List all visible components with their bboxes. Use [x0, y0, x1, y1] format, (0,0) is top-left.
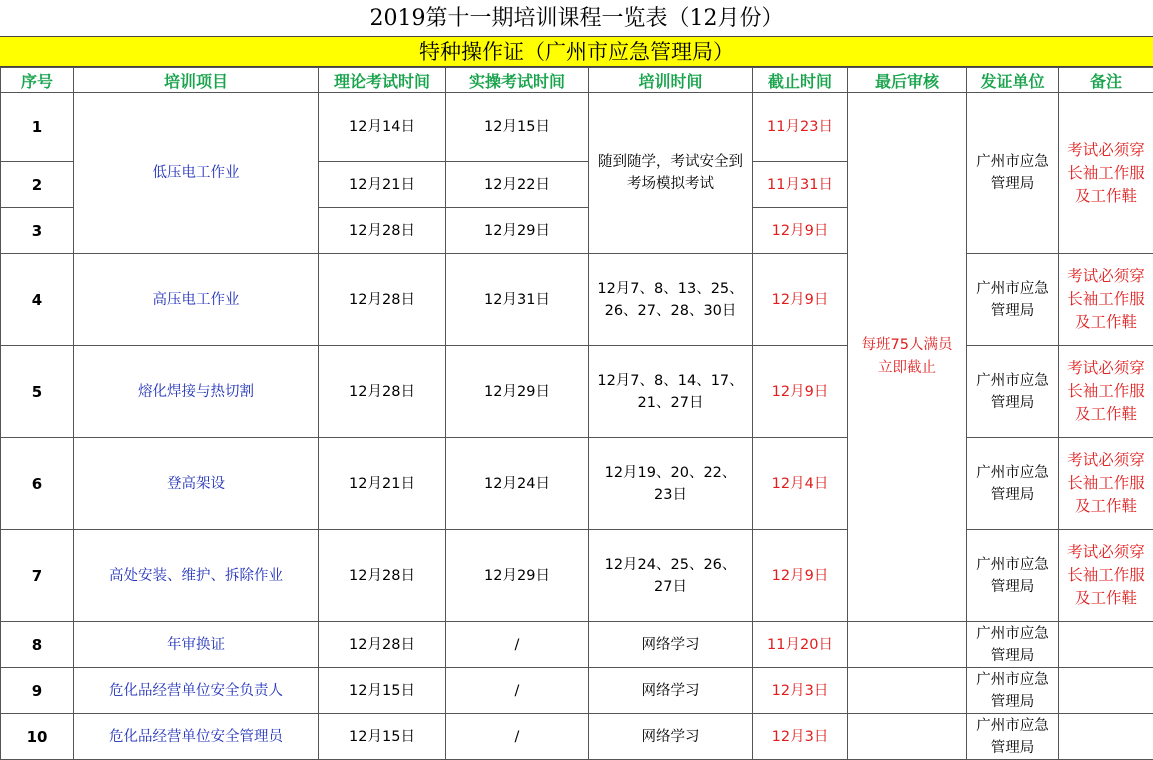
col-header-project: 培训项目 — [74, 68, 319, 93]
row-number: 8 — [1, 622, 74, 668]
final-review-empty — [848, 714, 967, 760]
table-row — [1, 346, 1153, 438]
training-time: 12月7、8、13、25、26、27、28、30日 — [589, 254, 753, 346]
deadline-date: 11月31日 — [753, 162, 848, 208]
col-header-review: 最后审核 — [848, 68, 967, 93]
practical-date: 12月29日 — [446, 530, 589, 622]
training-time: 12月7、8、14、17、21、27日 — [589, 346, 753, 438]
deadline-date: 11月23日 — [753, 93, 848, 162]
note: 考试必须穿长袖工作服及工作鞋 — [1059, 346, 1153, 438]
practical-date: / — [446, 622, 589, 668]
section-banner: 特种操作证（广州市应急管理局） — [0, 37, 1153, 67]
practical-date: / — [446, 668, 589, 714]
page-title: 2019第十一期培训课程一览表（12月份） — [0, 0, 1153, 37]
col-header-practical: 实操考试时间 — [446, 68, 589, 93]
row-number: 5 — [1, 346, 74, 438]
note: 考试必须穿长袖工作服及工作鞋 — [1059, 93, 1153, 254]
table-row — [1, 254, 1153, 346]
theory-date: 12月28日 — [319, 254, 446, 346]
theory-date: 12月28日 — [319, 346, 446, 438]
col-header-deadline: 截止时间 — [753, 68, 848, 93]
deadline-date: 12月9日 — [753, 530, 848, 622]
theory-date: 12月28日 — [319, 208, 446, 254]
table-row — [1, 530, 1153, 622]
note-empty — [1059, 622, 1153, 668]
note: 考试必须穿长袖工作服及工作鞋 — [1059, 254, 1153, 346]
note: 考试必须穿长袖工作服及工作鞋 — [1059, 438, 1153, 530]
practical-date: 12月22日 — [446, 162, 589, 208]
table-row — [1, 714, 1153, 760]
table-row — [1, 668, 1153, 714]
training-time: 12月24、25、26、27日 — [589, 530, 753, 622]
theory-date: 12月21日 — [319, 438, 446, 530]
project-name: 登高架设 — [74, 438, 319, 530]
course-table — [0, 67, 1153, 760]
theory-date: 12月15日 — [319, 668, 446, 714]
project-name: 低压电工作业 — [74, 93, 319, 254]
row-number: 3 — [1, 208, 74, 254]
table-row — [1, 622, 1153, 668]
row-number: 9 — [1, 668, 74, 714]
row-number: 4 — [1, 254, 74, 346]
issuer: 广州市应急管理局 — [967, 668, 1059, 714]
row-number: 6 — [1, 438, 74, 530]
training-time: 网络学习 — [589, 714, 753, 760]
col-header-issuer: 发证单位 — [967, 68, 1059, 93]
col-header-no: 序号 — [1, 68, 74, 93]
final-review-empty — [848, 668, 967, 714]
project-name: 高处安装、维护、拆除作业 — [74, 530, 319, 622]
issuer: 广州市应急管理局 — [967, 438, 1059, 530]
issuer: 广州市应急管理局 — [967, 530, 1059, 622]
col-header-note: 备注 — [1059, 68, 1153, 93]
training-time: 网络学习 — [589, 622, 753, 668]
row-number: 2 — [1, 162, 74, 208]
row-number: 1 — [1, 93, 74, 162]
theory-date: 12月15日 — [319, 714, 446, 760]
theory-date: 12月28日 — [319, 622, 446, 668]
table-header-row — [1, 68, 1153, 93]
issuer: 广州市应急管理局 — [967, 346, 1059, 438]
deadline-date: 12月3日 — [753, 714, 848, 760]
final-review: 每班75人满员立即截止 — [848, 93, 967, 622]
project-name: 年审换证 — [74, 622, 319, 668]
practical-date: / — [446, 714, 589, 760]
table-row — [1, 93, 1153, 162]
theory-date: 12月21日 — [319, 162, 446, 208]
final-review-empty — [848, 622, 967, 668]
practical-date: 12月24日 — [446, 438, 589, 530]
practical-date: 12月15日 — [446, 93, 589, 162]
deadline-date: 11月20日 — [753, 622, 848, 668]
issuer: 广州市应急管理局 — [967, 93, 1059, 254]
deadline-date: 12月3日 — [753, 668, 848, 714]
deadline-date: 12月4日 — [753, 438, 848, 530]
project-name: 高压电工作业 — [74, 254, 319, 346]
practical-date: 12月29日 — [446, 208, 589, 254]
training-time: 12月19、20、22、23日 — [589, 438, 753, 530]
project-name: 危化品经营单位安全负责人 — [74, 668, 319, 714]
col-header-theory: 理论考试时间 — [319, 68, 446, 93]
training-time: 网络学习 — [589, 668, 753, 714]
col-header-training: 培训时间 — [589, 68, 753, 93]
note-empty — [1059, 714, 1153, 760]
training-time: 随到随学，考试安全到考场模拟考试 — [589, 93, 753, 254]
issuer: 广州市应急管理局 — [967, 254, 1059, 346]
practical-date: 12月31日 — [446, 254, 589, 346]
row-number: 7 — [1, 530, 74, 622]
deadline-date: 12月9日 — [753, 254, 848, 346]
deadline-date: 12月9日 — [753, 346, 848, 438]
practical-date: 12月29日 — [446, 346, 589, 438]
issuer: 广州市应急管理局 — [967, 622, 1059, 668]
issuer: 广州市应急管理局 — [967, 714, 1059, 760]
note-empty — [1059, 668, 1153, 714]
theory-date: 12月28日 — [319, 530, 446, 622]
deadline-date: 12月9日 — [753, 208, 848, 254]
row-number: 10 — [1, 714, 74, 760]
project-name: 熔化焊接与热切割 — [74, 346, 319, 438]
note: 考试必须穿长袖工作服及工作鞋 — [1059, 530, 1153, 622]
table-row — [1, 438, 1153, 530]
project-name: 危化品经营单位安全管理员 — [74, 714, 319, 760]
theory-date: 12月14日 — [319, 93, 446, 162]
